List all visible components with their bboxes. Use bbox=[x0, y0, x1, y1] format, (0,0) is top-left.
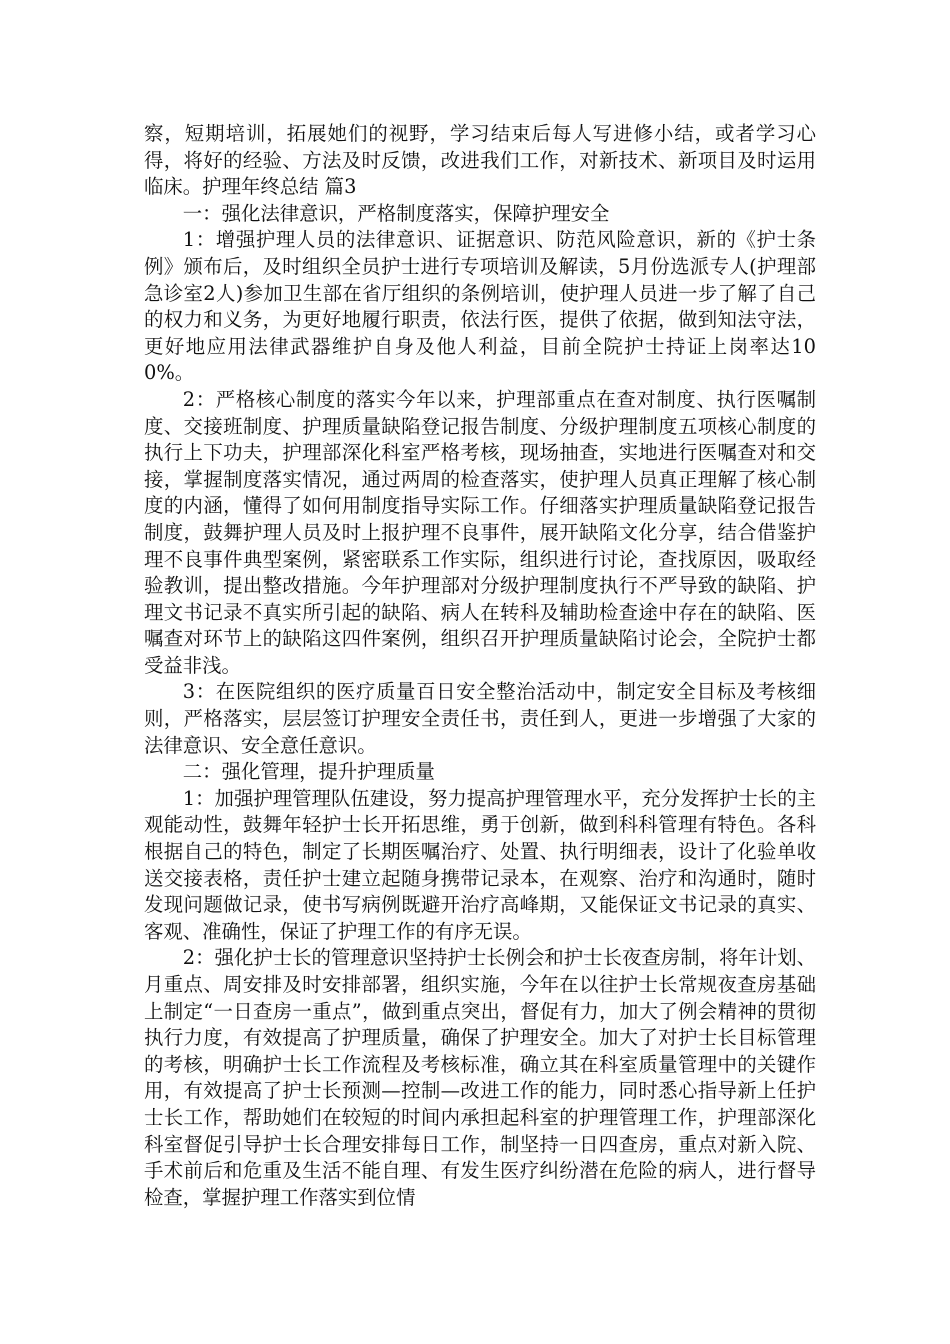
section-heading-management: 二：强化管理，提升护理质量 bbox=[182, 760, 435, 784]
paragraph-continuation: 察，短期培训，拓展她们的视野，学习结束后每人写进修小结，或者学习心得，将好的经验、方法及时反馈，改进我们工作，对新技术、新项目及时运用临床。护理年终总结 篇3 bbox=[144, 122, 816, 199]
document-body bbox=[144, 121, 816, 1211]
section-heading-legal-awareness: 一：强化法律意识，严格制度落实，保障护理安全 bbox=[182, 201, 610, 225]
paragraph-head-nurse-management: 2：强化护士长的管理意识坚持护士长例会和护士长夜查房制，将年计划、月重点、周安排及时安排部署，组织实施，今年在以往护士长常规夜查房基础上制定“一日查房一重点”，做到重点突出，督促有力，加大了例会精神的贯彻执行力度，有效提高了护理质量，确保了护理安全。加大了对护士长目标管理的考核，明确护士长工作流程及考核标准，确立其在科室质量管理中的关键作用，有效提高了护士长预测—控制—改进工作的能力，同时悉心指导新上任护士长工作，帮助她们在较短的时间内承担起科室的护理管理工作，护理部深化科室督促引导护士长合理安排每日工作，制坚持一日四查房，重点对新入院、手术前后和危重及生活不能自理、有发生医疗纠纷潜在危险的病人，进行督导检查，掌握护理工作落实到位情 bbox=[144, 946, 816, 1209]
paragraph-core-systems: 2：严格核心制度的落实今年以来，护理部重点在查对制度、执行医嘱制度、交接班制度、护理质量缺陷登记报告制度、分级护理制度五项核心制度的执行上下功夫，护理部深化科室严格考核，现场抽查，实地进行医嘱查对和交接，掌握制度落实情况，通过两周的检查落实，使护理人员真正理解了核心制度的内涵，懂得了如何用制度指导实际工作。仔细落实护理质量缺陷登记报告制度，鼓舞护理人员及时上报护理不良事件，展开缺陷文化分享，结合借鉴护理不良事件典型案例，紧密联系工作实际，组织进行讨论，查找原因，吸取经验教训，提出整改措施。今年护理部对分级护理制度执行不严导致的缺陷、护理文书记录不真实所引起的缺陷、病人在转科及辅助检查途中存在的缺陷、医嘱查对环节上的缺陷这四件案例，组织召开护理质量缺陷讨论会，全院护士都受益非浅。 bbox=[144, 387, 816, 677]
paragraph-management-team: 1：加强护理管理队伍建设，努力提高护理管理水平，充分发挥护士长的主观能动性，鼓舞年轻护士长开拓思维，勇于创新，做到科科管理有特色。各科根据自己的特色，制定了长期医嘱治疗、处置、执行明细表，设计了化验单收送交接表格，责任护士建立起随身携带记录本，在观察、治疗和沟通时，随时发现问题做记录，使书写病例既避开治疗高峰期，又能保证文书记录的真实、客观、准确性，保证了护理工作的有序无误。 bbox=[144, 786, 816, 943]
paragraph-safety-campaign: 3：在医院组织的医疗质量百日安全整治活动中，制定安全目标及考核细则，严格落实，层层签订护理安全责任书，责任到人，更进一步增强了大家的法律意识、安全意任意识。 bbox=[144, 680, 816, 757]
paragraph-legal-training: 1：增强护理人员的法律意识、证据意识、防范风险意识，新的《护士条例》颁布后，及时组织全员护士进行专项培训及解读，5月份选派专人(护理部急诊室2人)参加卫生部在省厅组织的条例培训，使护理人员进一步了解了自己的权力和义务，为更好地履行职责，依法行医，提供了依据，做到知法守法，更好地应用法律武器维护自身及他人利益，目前全院护士持证上岗率达100%。 bbox=[144, 228, 816, 385]
